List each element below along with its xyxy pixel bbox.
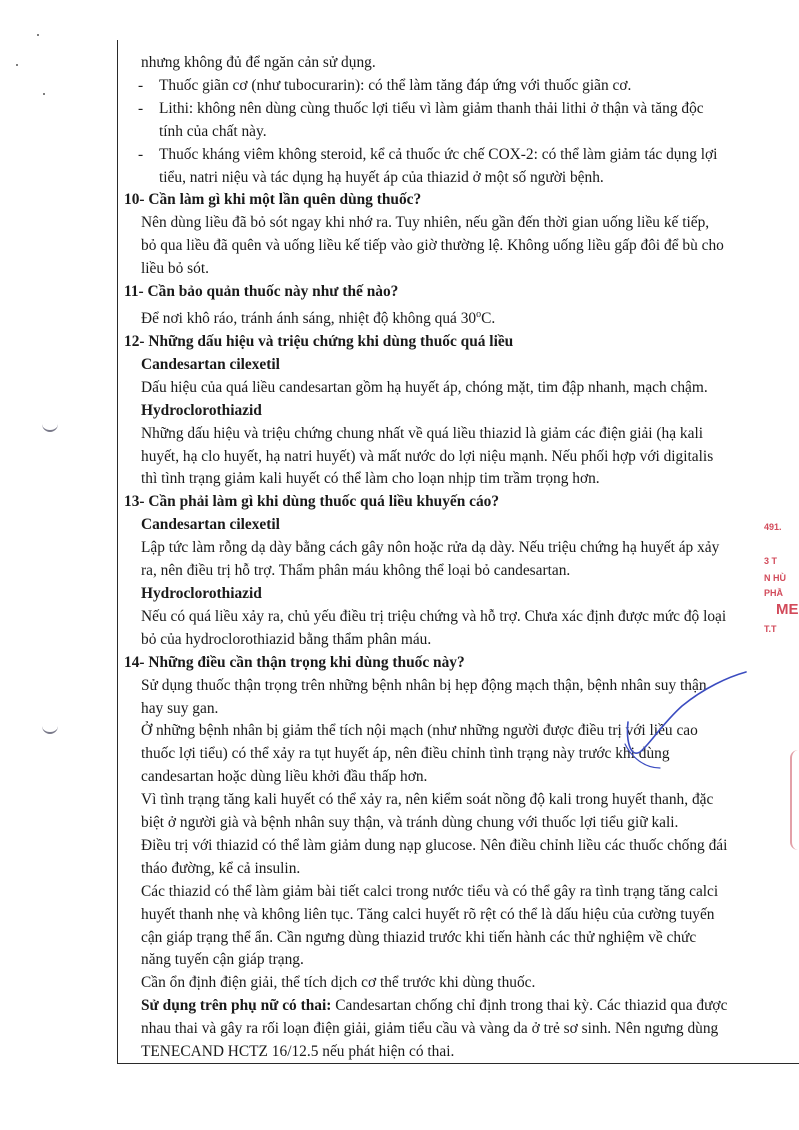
bold-label: Sử dụng trên phụ nữ có thai: <box>141 997 332 1015</box>
text-line: Các thiazid có thể làm giảm bài tiết calci trong nước tiểu và có thể gây ra tình trạng tăng calci <box>141 882 719 900</box>
paper-speck <box>37 34 39 36</box>
text-line: C. <box>481 310 496 328</box>
text-line: Lập tức làm rỗng dạ dày bằng cách gây nôn hoặc rửa dạ dày. Nếu triệu chứng hạ huyết áp xảy <box>141 539 720 557</box>
text-line: liều bỏ sót. <box>141 260 209 278</box>
text-line: nhưng không đủ để ngăn cản sử dụng. <box>141 54 376 71</box>
text-line: Ở những bệnh nhân bị giảm thể tích nội mạch (như những người được điều trị với liều cao <box>141 722 698 740</box>
document-body <box>124 52 766 1064</box>
text-line: bỏ qua liều đã quên và uống liều kế tiếp vào giờ thường lệ. Không uống liều gấp đôi để bù cho <box>141 237 724 255</box>
punch-hole-mark <box>42 722 58 734</box>
text-line: Cần ổn định điện giải, thể tích dịch cơ thể trước khi dùng thuốc. <box>141 974 536 992</box>
subheading: Candesartan cilexetil <box>141 516 280 534</box>
degree-superscript: o <box>476 308 482 320</box>
paper-speck <box>43 93 45 95</box>
stamp-fragment: 3 T <box>764 556 778 566</box>
text-line: Thuốc kháng viêm không steroid, kể cả thuốc ức chế COX-2: có thể làm giảm tác dụng lợi <box>159 145 718 163</box>
text-line: cận giáp trạng thể ẩn. Cần ngưng dùng thiazid trước khi tiến hành các thử nghiệm về chức <box>141 928 697 946</box>
stamp-fragment: PHẦ <box>764 588 784 598</box>
subheading: Candesartan cilexetil <box>141 355 280 373</box>
stamp-fragment: ME <box>776 601 799 618</box>
text-line: Dấu hiệu của quá liều candesartan gồm hạ huyết áp, chóng mặt, tim đập nhanh, mạch chậm. <box>141 378 708 396</box>
text-line: Vì tình trạng tăng kali huyết có thể xảy ra, nên kiểm soát nồng độ kali trong huyết thanh, đặc <box>141 791 714 809</box>
text-line: thuốc lợi tiểu) có thể xảy ra tụt huyết áp, nên điều chỉnh tình trạng này trước khi dùng <box>141 745 670 763</box>
section-heading-10: 10- Cần làm gì khi một lần quên dùng thuốc? <box>124 191 422 209</box>
text-line: Candesartan chống chỉ định trong thai kỳ. Các thiazid qua được <box>331 997 728 1015</box>
text-line: huyết, hạ clo huyết, hạ natri huyết) và mất nước do lợi niệu mạnh. Nếu phối hợp với digitalis <box>141 447 714 465</box>
list-item <box>138 144 766 190</box>
bullet-dash: - <box>138 145 144 163</box>
text-line: nhau thai và gây ra rối loạn điện giải, giảm tiểu cầu và vàng da ở trẻ sơ sinh. Nên ngưng dùng <box>141 1020 719 1038</box>
text-line: tính của chất này. <box>159 122 267 140</box>
text-line: biệt ở người già và bệnh nhân suy thận, và tránh dùng chung với thuốc lợi tiểu giữ kali. <box>141 814 679 832</box>
text-line: Điều trị với thiazid có thể làm giảm dung nạp glucose. Nên điều chỉnh liều các thuốc chống đái <box>141 836 728 854</box>
text-line: tiểu, natri niệu và tác dụng hạ huyết áp của thiazid ở một số người bệnh. <box>159 168 604 186</box>
pregnancy-line <box>141 995 766 1018</box>
stamp-fragment: N HÙ <box>764 573 786 583</box>
bullet-dash: - <box>138 76 144 94</box>
subheading: Hydroclorothiazid <box>141 401 262 419</box>
section-heading-13: 13- Cần phải làm gì khi dùng thuốc quá liều khuyến cáo? <box>124 493 500 511</box>
bullet-dash: - <box>138 99 144 117</box>
text-line: huyết thanh nhẹ và không liên tục. Tăng calci huyết rõ rệt có thể là dấu hiệu của cường tuyến <box>141 905 715 923</box>
punch-hole-mark <box>42 420 58 432</box>
section-heading-12: 12- Những dấu hiệu và triệu chứng khi dùng thuốc quá liều <box>124 333 514 350</box>
section-heading-14: 14- Những điều cần thận trọng khi dùng thuốc này? <box>124 653 465 671</box>
text-line: TENECAND HCTZ 16/12.5 nếu phát hiện có thai. <box>141 1043 455 1061</box>
stamp-fragment: T.T <box>764 624 777 634</box>
stamp-arc <box>790 750 799 850</box>
text-line: Thuốc giãn cơ (như tubocurarin): có thể làm tăng đáp ứng với thuốc giãn cơ. <box>159 76 632 94</box>
text-line: Nên dùng liều đã bỏ sót ngay khi nhớ ra. Tuy nhiên, nếu gần đến thời gian uống liều kế tiếp, <box>141 214 710 232</box>
text-line: Nếu có quá liều xảy ra, chủ yếu điều trị triệu chứng và hỗ trợ. Chưa xác định được mức độ loại <box>141 607 727 625</box>
text-line: Sử dụng thuốc thận trọng trên những bệnh nhân bị hẹp động mạch thận, bệnh nhân suy thận <box>141 676 707 694</box>
list-item <box>138 75 766 98</box>
text-line: năng tuyến cận giáp trạng. <box>141 951 304 969</box>
storage-line <box>141 304 766 331</box>
paper-speck <box>16 64 18 66</box>
subheading: Hydroclorothiazid <box>141 584 262 602</box>
list-item <box>138 98 766 144</box>
text-line: Lithi: không nên dùng cùng thuốc lợi tiểu vì làm giảm thanh thải lithi ở thận và tăng độc <box>159 99 704 117</box>
text-line: hay suy gan. <box>141 699 219 717</box>
text-line: bỏ của hydroclorothiazid bằng thẩm phân máu. <box>141 630 432 648</box>
stamp-fragment: 491. <box>764 522 782 532</box>
text-line: ra, nên điều trị hỗ trợ. Thẩm phân máu không thể loại bỏ candesartan. <box>141 562 571 580</box>
text-line: Để nơi khô ráo, tránh ánh sáng, nhiệt độ không quá 30 <box>141 310 477 328</box>
section-heading-11: 11- Cần bảo quản thuốc này như thế nào? <box>124 283 399 301</box>
text-line: Những dấu hiệu và triệu chứng chung nhất về quá liều thiazid là giảm các điện giải (hạ kali <box>141 424 704 442</box>
text-line: thì tình trạng giảm kali huyết có thể làm cho loạn nhịp tim trầm trọng hơn. <box>141 470 600 488</box>
text-line: candesartan hoặc dùng liều khởi đầu thấp hơn. <box>141 768 428 786</box>
text-line: tháo đường, kể cả insulin. <box>141 859 301 877</box>
